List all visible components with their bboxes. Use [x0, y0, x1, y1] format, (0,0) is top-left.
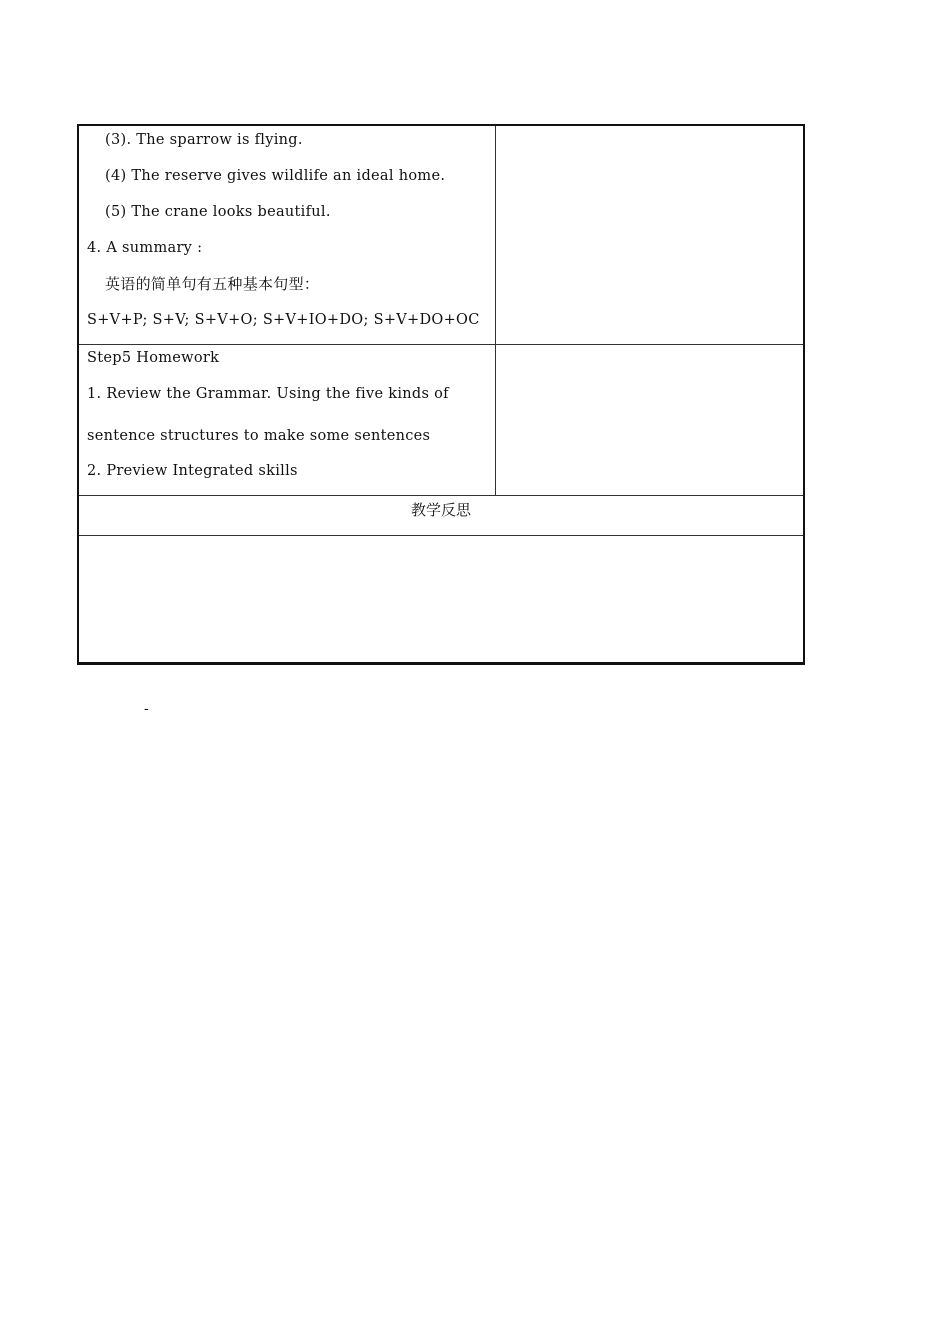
example-sentence-4: (4) The reserve gives wildlife an ideal home.	[105, 168, 446, 184]
row-divider	[79, 344, 803, 345]
reflection-title: 教学反思	[410, 501, 471, 519]
example-sentence-5: (5) The crane looks beautiful.	[105, 204, 331, 220]
column-divider	[495, 126, 496, 495]
homework-item-1: 1. Review the Grammar. Using the five kinds of	[87, 386, 449, 402]
footer-mark: -	[144, 701, 149, 717]
summary-heading: 4. A summary :	[87, 240, 203, 256]
homework-item-2: 2. Preview Integrated skills	[87, 463, 298, 479]
sentence-patterns: S+V+P; S+V; S+V+O; S+V+IO+DO; S+V+DO+OC	[87, 312, 480, 328]
row-divider	[79, 495, 803, 496]
example-sentence-3: (3). The sparrow is flying.	[105, 132, 303, 148]
homework-heading: Step5 Homework	[87, 350, 220, 366]
homework-item-1-cont: sentence structures to make some sentences	[87, 428, 431, 444]
row-divider	[79, 535, 803, 536]
summary-text: 英语的简单句有五种基本句型：	[105, 275, 320, 293]
lesson-plan-table	[77, 124, 805, 665]
